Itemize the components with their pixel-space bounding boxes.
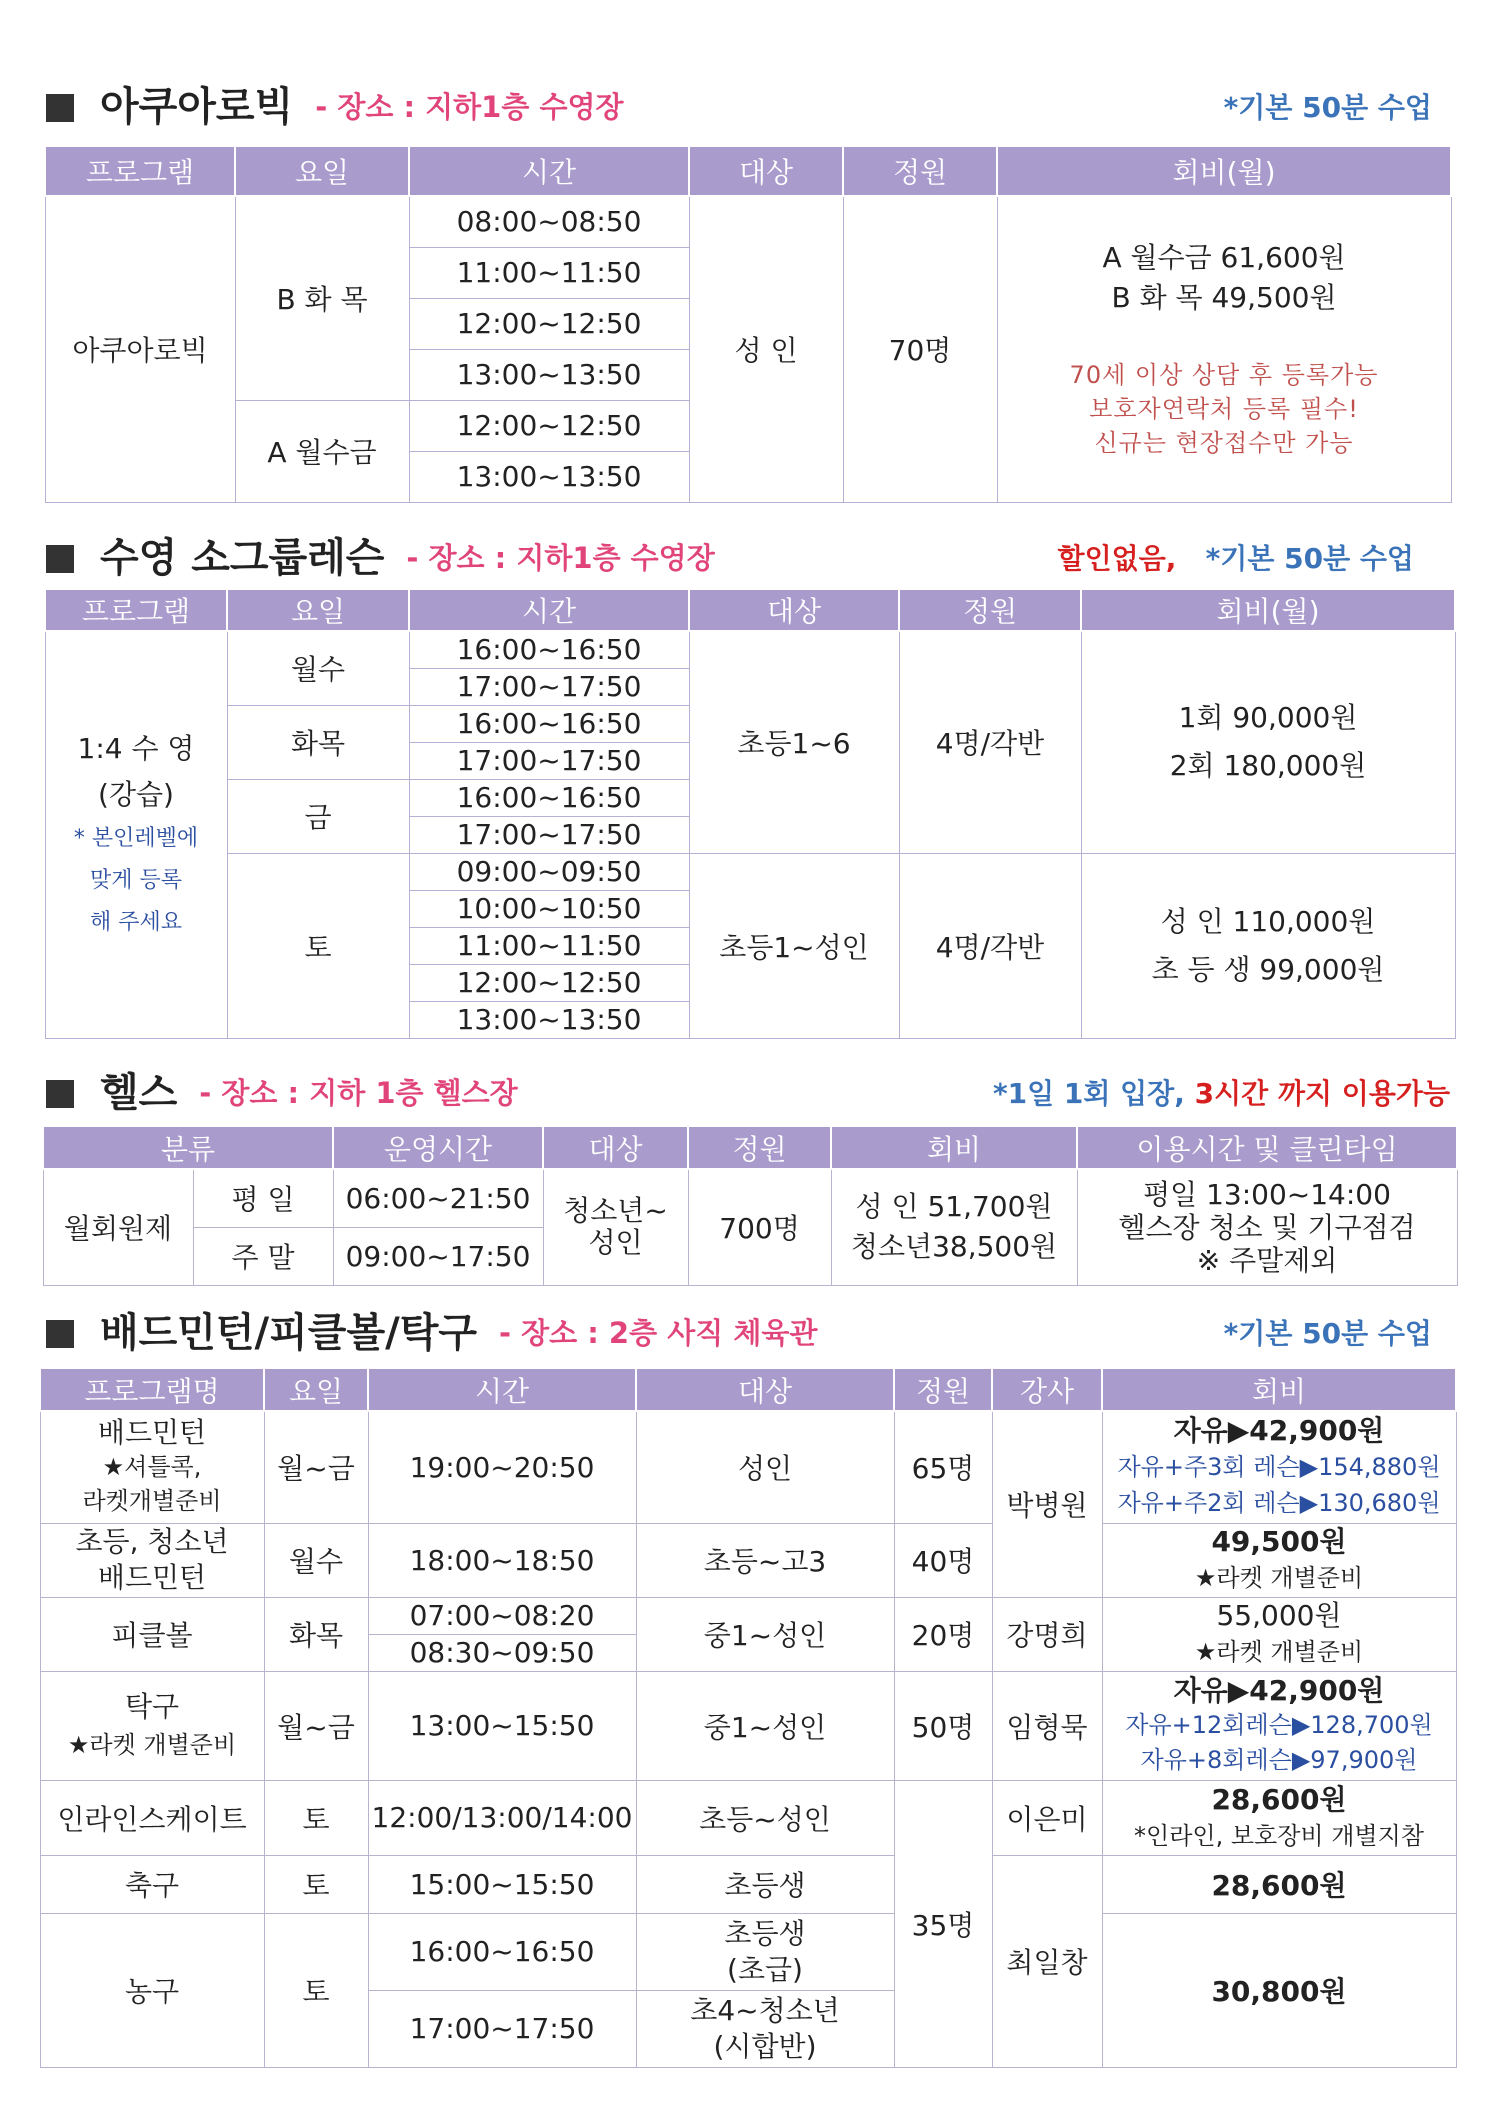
table-row xyxy=(40,1523,1456,1597)
time-cell: 11:00~11:50 xyxy=(409,927,689,964)
program-cell xyxy=(45,631,227,1038)
time-cell: 17:00~17:50 xyxy=(409,742,689,779)
fee-line: 자유+주3회 레슨▶154,880원 xyxy=(1117,1453,1441,1482)
target-cell: 초등~성인 xyxy=(636,1780,894,1855)
program-line: 배드민턴 xyxy=(97,1561,207,1594)
health-title xyxy=(100,1068,518,1118)
time-cell: 09:00~09:50 xyxy=(409,853,689,890)
program-note: 해 주세요 xyxy=(89,909,182,935)
capacity-cell: 4명/각반 xyxy=(899,853,1081,1038)
section-bullet-icon xyxy=(46,545,74,573)
col-header: 시간 xyxy=(409,146,689,196)
col-header: 대상 xyxy=(543,1126,688,1169)
target-cell: 중1~성인 xyxy=(636,1671,894,1780)
time-cell: 19:00~20:50 xyxy=(368,1411,636,1523)
table-row xyxy=(40,1855,1456,1913)
fee-cell xyxy=(1102,1597,1456,1671)
fee-cell: 30,800원 xyxy=(1102,1913,1456,2067)
fee-line: B 화 목 49,500원 xyxy=(1111,281,1337,315)
time-cell: 16:00~16:50 xyxy=(409,631,689,668)
program-line: 초등, 청소년 xyxy=(75,1525,229,1558)
table-row xyxy=(40,1913,1456,1990)
category-cell: 월회원제 xyxy=(43,1169,193,1285)
col-header: 정원 xyxy=(688,1126,831,1169)
fee-line: ★라켓 개별준비 xyxy=(1194,1564,1364,1592)
clean-line: ※ 주말제외 xyxy=(1196,1243,1338,1277)
target-cell: 초등1~성인 xyxy=(689,853,899,1038)
program-line: ★라켓 개별준비 xyxy=(67,1730,237,1759)
table-header-row xyxy=(43,1126,1457,1169)
section-bullet-icon xyxy=(46,1320,74,1348)
instructor-cell: 임형묵 xyxy=(992,1671,1102,1780)
col-header: 요일 xyxy=(264,1368,368,1411)
day-cell: 토 xyxy=(264,1913,368,2067)
fee-note: 신규는 현장접수만 가능 xyxy=(1094,429,1354,458)
program-line: ★셔틀콕, xyxy=(102,1453,202,1482)
day-cell: 금 xyxy=(227,779,409,853)
day-cell: 화목 xyxy=(264,1597,368,1671)
program-cell xyxy=(40,1523,264,1597)
target-cell xyxy=(636,1990,894,2067)
col-header: 대상 xyxy=(636,1368,894,1411)
fee-line: ★라켓 개별준비 xyxy=(1194,1638,1364,1666)
target-line: (초급) xyxy=(727,1952,803,1986)
time-cell: 12:00/13:00/14:00 xyxy=(368,1780,636,1855)
weekday-cell: 평 일 xyxy=(193,1169,333,1227)
aqua-title xyxy=(100,82,624,132)
instructor-cell: 강명희 xyxy=(992,1597,1102,1671)
table-row xyxy=(45,853,1455,890)
day-cell: B 화 목 xyxy=(235,196,409,400)
fee-cell xyxy=(1102,1671,1456,1780)
table-row xyxy=(45,196,1451,247)
fee-line: 성 인 51,700원 xyxy=(855,1190,1053,1224)
fee-cell: 28,600원 xyxy=(1102,1855,1456,1913)
table-header-row xyxy=(45,146,1451,196)
fee-cell xyxy=(1081,631,1455,853)
target-cell: 초등생 xyxy=(636,1855,894,1913)
fee-cell xyxy=(1102,1780,1456,1855)
fee-note: 70세 이상 상담 후 등록가능 xyxy=(1069,361,1379,390)
program-cell: 피클볼 xyxy=(40,1597,264,1671)
col-header: 대상 xyxy=(689,589,899,631)
target-cell: 초등~고3 xyxy=(636,1523,894,1597)
program-cell: 인라인스케이트 xyxy=(40,1780,264,1855)
table-row xyxy=(43,1169,1457,1227)
day-cell: 월수 xyxy=(227,631,409,705)
time-cell: 12:00~12:50 xyxy=(409,298,689,349)
program-cell xyxy=(40,1671,264,1780)
gym-title-text: 배드민턴/피클볼/탁구 xyxy=(100,1310,477,1356)
fee-line: 성 인 110,000원 xyxy=(1160,904,1376,938)
capacity-cell: 700명 xyxy=(688,1169,831,1285)
target-cell: 초등1~6 xyxy=(689,631,899,853)
col-header: 요일 xyxy=(235,146,409,196)
instructor-cell: 박병원 xyxy=(992,1411,1102,1597)
fee-line: 자유+주2회 레슨▶130,680원 xyxy=(1117,1489,1441,1518)
swim-location: - 장소 : 지하1층 수영장 xyxy=(406,541,715,575)
program-line: (강습) xyxy=(98,777,174,811)
col-header: 프로그램 xyxy=(45,589,227,631)
fee-line: A 월수금 61,600원 xyxy=(1102,241,1346,275)
table-row xyxy=(40,1780,1456,1855)
fee-cell xyxy=(1102,1411,1456,1523)
swim-note-red: 할인없음, xyxy=(1057,542,1177,575)
target-line: 초등생 xyxy=(724,1916,806,1950)
col-header: 프로그램명 xyxy=(40,1368,264,1411)
fee-line: 49,500원 xyxy=(1211,1525,1347,1558)
fee-line: 55,000원 xyxy=(1216,1599,1342,1632)
time-cell: 16:00~16:50 xyxy=(409,705,689,742)
time-cell: 16:00~16:50 xyxy=(368,1913,636,1990)
aqua-location: - 장소 : 지하1층 수영장 xyxy=(315,90,624,124)
gym-location: - 장소 : 2층 사직 체육관 xyxy=(498,1316,818,1350)
target-line: 초4~청소년 xyxy=(690,1993,840,2027)
day-cell: A 월수금 xyxy=(235,400,409,502)
table-row xyxy=(45,631,1455,668)
aqua-section-header xyxy=(42,82,1452,132)
time-cell: 13:00~15:50 xyxy=(368,1671,636,1780)
day-cell: 월수 xyxy=(264,1523,368,1597)
capacity-cell: 65명 xyxy=(894,1411,992,1523)
day-cell: 토 xyxy=(264,1855,368,1913)
swim-note-blue: *기본 50분 수업 xyxy=(1205,542,1414,575)
capacity-cell: 4명/각반 xyxy=(899,631,1081,853)
fee-cell xyxy=(1081,853,1455,1038)
fee-cell xyxy=(997,196,1451,502)
section-bullet-icon xyxy=(46,94,74,122)
gym-note: *기본 50분 수업 xyxy=(1223,1317,1432,1350)
program-note: 맞게 등록 xyxy=(89,867,182,893)
swim-title xyxy=(100,533,715,583)
fee-line: 청소년38,500원 xyxy=(850,1230,1058,1264)
target-cell: 성 인 xyxy=(689,196,843,502)
fee-line: 자유+12회레슨▶128,700원 xyxy=(1125,1711,1433,1739)
time-cell: 08:30~09:50 xyxy=(368,1634,636,1671)
target-cell: 중1~성인 xyxy=(636,1597,894,1671)
fee-cell xyxy=(1102,1523,1456,1597)
aqua-table xyxy=(44,145,1452,503)
fee-line: 초 등 생 99,000원 xyxy=(1151,952,1385,986)
fee-note: 보호자연락처 등록 필수! xyxy=(1089,395,1359,424)
table-header-row xyxy=(45,589,1455,631)
clean-line: 평일 13:00~14:00 xyxy=(1143,1177,1391,1211)
fee-line: 28,600원 xyxy=(1211,1782,1347,1816)
gym-section-header xyxy=(42,1308,1452,1358)
hours-cell: 09:00~17:50 xyxy=(333,1227,543,1285)
col-header: 분류 xyxy=(43,1126,333,1169)
gym-table xyxy=(39,1367,1457,2068)
time-cell: 18:00~18:50 xyxy=(368,1523,636,1597)
instructor-cell: 이은미 xyxy=(992,1780,1102,1855)
aqua-note: *기본 50분 수업 xyxy=(1223,91,1432,124)
time-cell: 15:00~15:50 xyxy=(368,1855,636,1913)
section-bullet-icon xyxy=(46,1080,74,1108)
health-note xyxy=(993,1076,1450,1112)
table-row xyxy=(40,1411,1456,1523)
time-cell: 16:00~16:50 xyxy=(409,779,689,816)
col-header: 회비(월) xyxy=(1081,589,1455,631)
time-cell: 12:00~12:50 xyxy=(409,964,689,1001)
target-cell: 성인 xyxy=(636,1411,894,1523)
col-header: 대상 xyxy=(689,146,843,196)
time-cell: 13:00~13:50 xyxy=(409,451,689,502)
time-cell: 13:00~13:50 xyxy=(409,349,689,400)
program-line: 탁구 xyxy=(124,1689,180,1723)
clean-line: 헬스장 청소 및 기구점검 xyxy=(1118,1210,1416,1244)
col-header: 시간 xyxy=(368,1368,636,1411)
time-cell: 17:00~17:50 xyxy=(368,1990,636,2067)
health-note-red: 3시간 까지 이용가능 xyxy=(1194,1077,1450,1110)
fee-line: 자유+8회레슨▶97,900원 xyxy=(1140,1746,1418,1774)
table-row xyxy=(40,1597,1456,1634)
day-cell: 토 xyxy=(227,853,409,1038)
col-header: 회비 xyxy=(831,1126,1077,1169)
program-line: 배드민턴 xyxy=(97,1416,207,1450)
program-cell xyxy=(40,1411,264,1523)
swim-title-text: 수영 소그룹레슨 xyxy=(100,535,385,581)
time-cell: 11:00~11:50 xyxy=(409,247,689,298)
time-cell: 08:00~08:50 xyxy=(409,196,689,247)
program-cell: 농구 xyxy=(40,1913,264,2067)
col-header: 요일 xyxy=(227,589,409,631)
day-cell: 월~금 xyxy=(264,1671,368,1780)
program-cell: 아쿠아로빅 xyxy=(45,196,235,502)
health-title-text: 헬스 xyxy=(100,1070,178,1116)
program-note: * 본인레벨에 xyxy=(73,825,199,851)
hours-cell: 06:00~21:50 xyxy=(333,1169,543,1227)
col-header: 시간 xyxy=(409,589,689,631)
col-header: 운영시간 xyxy=(333,1126,543,1169)
fee-line: 1회 90,000원 xyxy=(1178,701,1358,735)
col-header: 정원 xyxy=(843,146,997,196)
target-line: (시합반) xyxy=(713,2029,817,2063)
fee-line: 자유▶42,900원 xyxy=(1173,1414,1385,1448)
table-header-row xyxy=(40,1368,1456,1411)
program-line: 1:4 수 영 xyxy=(77,731,195,765)
time-cell: 10:00~10:50 xyxy=(409,890,689,927)
col-header: 회비(월) xyxy=(997,146,1451,196)
time-cell: 13:00~13:50 xyxy=(409,1001,689,1038)
health-location: - 장소 : 지하 1층 헬스장 xyxy=(199,1076,518,1110)
col-header: 프로그램 xyxy=(45,146,235,196)
swim-table xyxy=(44,588,1456,1039)
capacity-cell: 70명 xyxy=(843,196,997,502)
health-note-blue: *1일 1회 입장, xyxy=(992,1077,1185,1110)
capacity-cell: 20명 xyxy=(894,1597,992,1671)
day-cell: 월~금 xyxy=(264,1411,368,1523)
swim-note xyxy=(1058,541,1414,577)
weekend-cell: 주 말 xyxy=(193,1227,333,1285)
clean-time-cell xyxy=(1077,1169,1457,1285)
health-section-header xyxy=(42,1068,1452,1118)
time-cell: 07:00~08:20 xyxy=(368,1597,636,1634)
target-cell xyxy=(543,1169,688,1285)
col-header: 정원 xyxy=(894,1368,992,1411)
col-header: 이용시간 및 클린타임 xyxy=(1077,1126,1457,1169)
capacity-cell: 50명 xyxy=(894,1671,992,1780)
program-cell: 축구 xyxy=(40,1855,264,1913)
time-cell: 17:00~17:50 xyxy=(409,816,689,853)
time-cell: 17:00~17:50 xyxy=(409,668,689,705)
capacity-cell: 35명 xyxy=(894,1780,992,2067)
target-line: 청소년~ xyxy=(563,1194,668,1228)
col-header: 강사 xyxy=(992,1368,1102,1411)
fee-line: *인라인, 보호장비 개별지참 xyxy=(1134,1821,1424,1850)
col-header: 회비 xyxy=(1102,1368,1456,1411)
day-cell: 토 xyxy=(264,1780,368,1855)
instructor-cell: 최일창 xyxy=(992,1855,1102,2067)
day-cell: 화목 xyxy=(227,705,409,779)
time-cell: 12:00~12:50 xyxy=(409,400,689,451)
target-cell xyxy=(636,1913,894,1990)
fee-line: 2회 180,000원 xyxy=(1169,749,1367,783)
capacity-cell: 40명 xyxy=(894,1523,992,1597)
health-table xyxy=(42,1125,1458,1286)
col-header: 정원 xyxy=(899,589,1081,631)
swim-section-header xyxy=(42,533,1452,583)
fee-cell xyxy=(831,1169,1077,1285)
fee-line: 자유▶42,900원 xyxy=(1173,1674,1385,1707)
target-line: 성인 xyxy=(588,1226,643,1260)
gym-title xyxy=(100,1308,817,1358)
table-row xyxy=(40,1671,1456,1780)
aqua-title-text: 아쿠아로빅 xyxy=(100,84,294,130)
program-line: 라켓개별준비 xyxy=(82,1487,222,1516)
